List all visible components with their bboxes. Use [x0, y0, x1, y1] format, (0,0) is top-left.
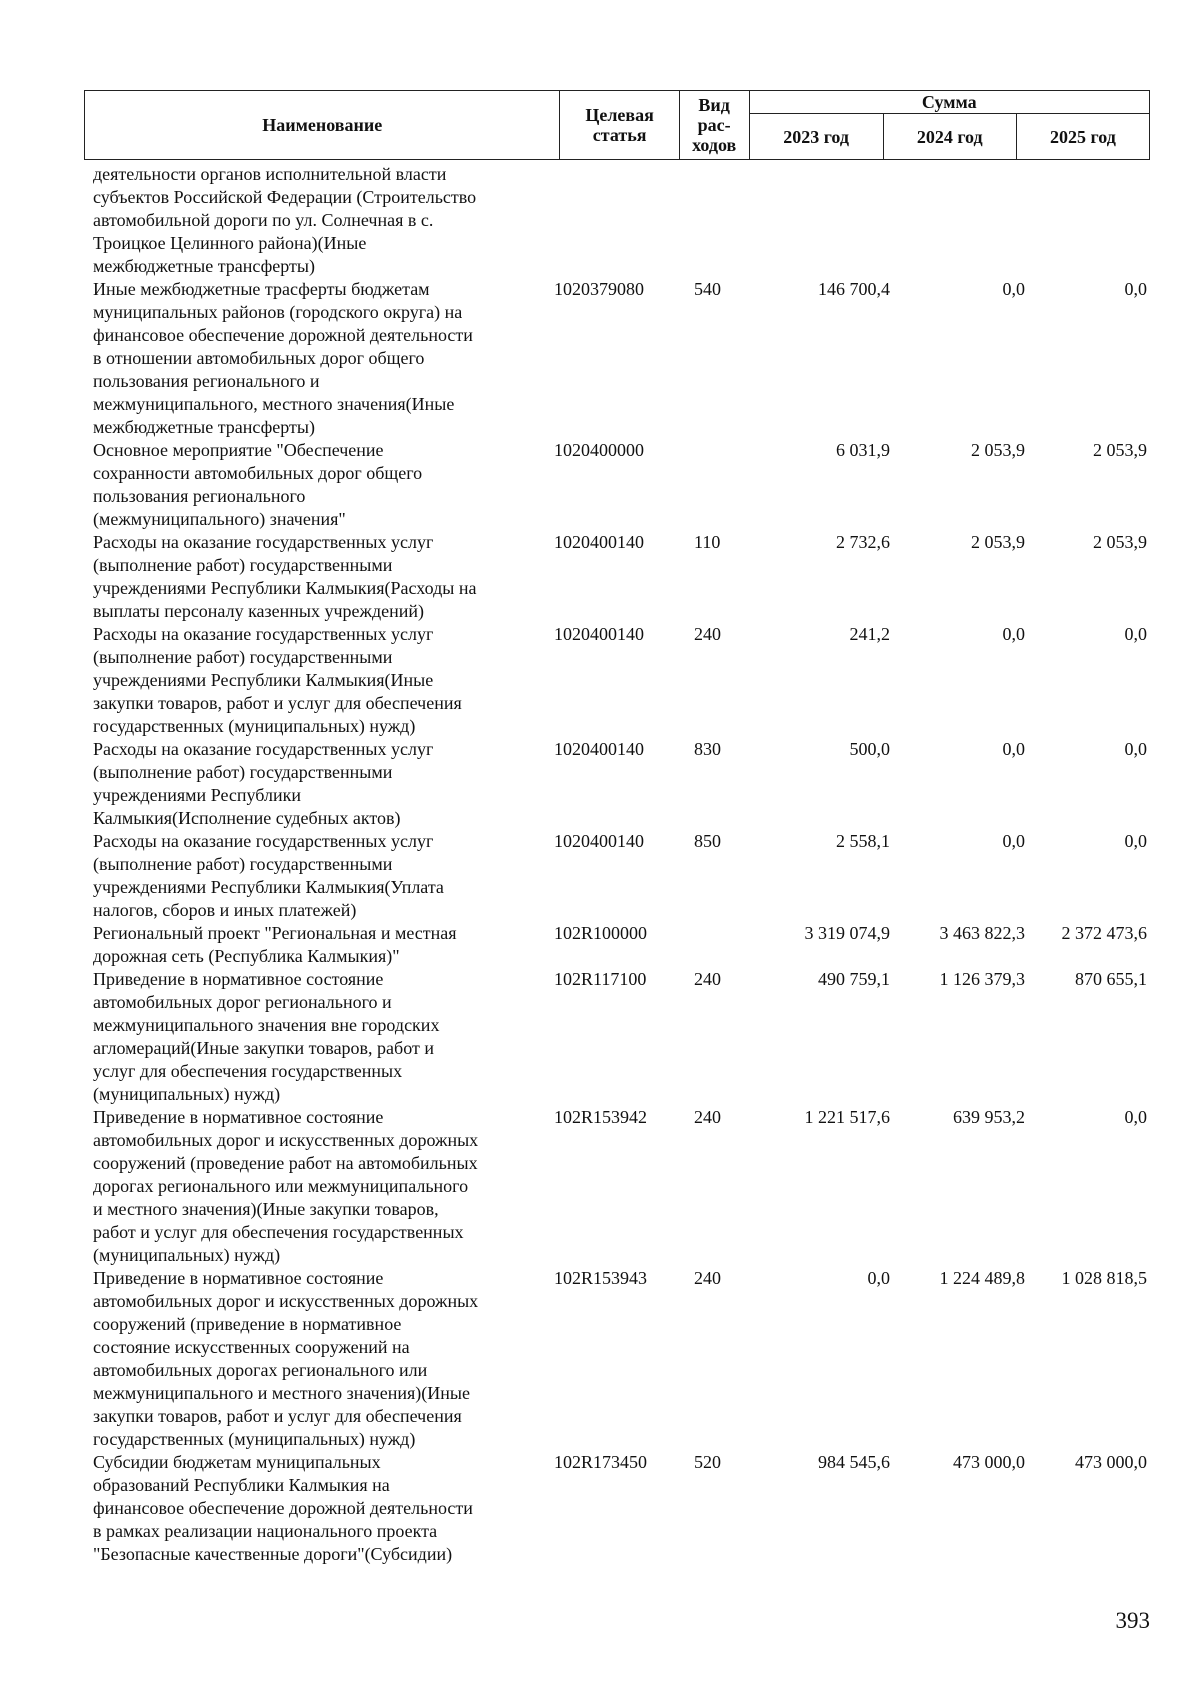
row-2023: 2 732,6	[836, 532, 890, 552]
row-name: Основное мероприятие "Обеспечение сохранности автомобильных дорог общего пользования регионального (межмуниципального) значения"	[93, 440, 423, 529]
row-vr: 240	[694, 969, 721, 989]
row-2025: 2 053,9	[1093, 440, 1147, 460]
row-2025: 2 372 473,6	[1061, 923, 1147, 943]
row-vr: 540	[694, 279, 721, 299]
row-vr: 830	[694, 739, 721, 759]
row-2023: 490 759,1	[818, 969, 890, 989]
header-name: Наименование	[85, 91, 560, 160]
row-code: 1020400140	[554, 624, 644, 644]
table-row	[84, 738, 1150, 830]
row-name: Расходы на оказание государственных услуг (выполнение работ) государственными учреждениями Республики Калмыкия(Уплата налогов, сборов и иных платежей)	[93, 831, 444, 920]
row-name: Приведение в нормативное состояние автомобильных дорог регионального и межмуниципального значения вне городских агломераций(Иные закупки товаров, работ и услуг для обеспечения государственных (муниципальных) нужд)	[93, 969, 440, 1104]
row-code: 1020400140	[554, 739, 644, 759]
row-name: Региональный проект "Региональная и местная дорожная сеть (Республика Калмыкия)"	[93, 923, 457, 966]
row-code: 102R153943	[554, 1268, 648, 1288]
row-2025: 870 655,1	[1075, 969, 1147, 989]
row-name: деятельности органов исполнительной власти субъектов Российской Федерации (Строительство автомобильной дороги по ул. Солнечная в с. Троицкое Целинного района)(Иные межбюджетные трансферты)	[93, 164, 477, 276]
table-body	[84, 163, 1150, 1566]
row-name: Приведение в нормативное состояние автомобильных дорог и искусственных дорожных сооружений (проведение работ на автомобильных дорогах регионального или межмуниципального и местного значения)(Иные закупки товаров, работ и услуг для обеспечения государственных (муниципальных) нужд)	[93, 1107, 479, 1265]
table-row	[84, 922, 1150, 968]
table-row	[84, 830, 1150, 922]
row-2024: 2 053,9	[971, 532, 1025, 552]
row-2024: 0,0	[1002, 624, 1025, 644]
table-row	[84, 968, 1150, 1106]
row-2024: 473 000,0	[953, 1452, 1025, 1472]
row-vr: 240	[694, 1107, 721, 1127]
header-year-2024: 2024 год	[883, 114, 1016, 160]
row-2023: 2 558,1	[836, 831, 890, 851]
header-code: Целевая статья	[560, 91, 679, 160]
table-row	[84, 623, 1150, 738]
row-code: 102R100000	[554, 923, 648, 943]
row-2023: 0,0	[867, 1268, 890, 1288]
table-row	[84, 1267, 1150, 1451]
table-row	[84, 1451, 1150, 1566]
row-2023: 3 319 074,9	[804, 923, 890, 943]
row-2024: 1 126 379,3	[939, 969, 1025, 989]
row-vr: 110	[694, 532, 721, 552]
row-2025: 1 028 818,5	[1061, 1268, 1147, 1288]
row-2025: 0,0	[1124, 831, 1147, 851]
row-vr: 520	[694, 1452, 721, 1472]
row-2024: 3 463 822,3	[939, 923, 1025, 943]
row-2025: 0,0	[1124, 624, 1147, 644]
table-row	[84, 163, 1150, 278]
row-name: Расходы на оказание государственных услуг (выполнение работ) государственными учреждениями Республики Калмыкия(Исполнение судебных актов)	[93, 739, 434, 828]
row-2025: 0,0	[1124, 279, 1147, 299]
row-2025: 0,0	[1124, 739, 1147, 759]
table-row	[84, 1106, 1150, 1267]
row-2024: 0,0	[1002, 279, 1025, 299]
row-name: Расходы на оказание государственных услуг (выполнение работ) государственными учреждениями Республики Калмыкия(Иные закупки товаров, работ и услуг для обеспечения государственных (муниципальных) нужд)	[93, 624, 462, 736]
row-2023: 241,2	[849, 624, 890, 644]
table-row	[84, 278, 1150, 439]
row-2024: 0,0	[1002, 739, 1025, 759]
row-vr: 240	[694, 1268, 721, 1288]
row-vr: 240	[694, 624, 721, 644]
table-row	[84, 531, 1150, 623]
row-name: Приведение в нормативное состояние автомобильных дорог и искусственных дорожных сооружений (приведение в нормативное состояние искусственных сооружений на автомобильных дорогах регионального или межмуниципального и местного значения)(Иные закупки товаров, работ и услуг для обеспечения государственных (муниципальных) нужд)	[93, 1268, 479, 1449]
header-sum: Сумма	[749, 91, 1149, 114]
row-2025: 0,0	[1124, 1107, 1147, 1127]
header-year-2023: 2023 год	[749, 114, 883, 160]
table-row	[84, 439, 1150, 531]
row-2024: 0,0	[1002, 831, 1025, 851]
row-name: Субсидии бюджетам муниципальных образований Республики Калмыкия на финансовое обеспечение дорожной деятельности в рамках реализации национального проекта "Безопасные качественные дороги"(Субсидии)	[93, 1452, 473, 1564]
row-2023: 984 545,6	[818, 1452, 890, 1472]
row-name: Расходы на оказание государственных услуг (выполнение работ) государственными учреждениями Республики Калмыкия(Расходы на выплаты персоналу казенных учреждений)	[93, 532, 477, 621]
page-number: 393	[1115, 1608, 1150, 1633]
table-header	[84, 90, 1150, 160]
row-name: Иные межбюджетные трасферты бюджетам муниципальных районов (городского округа) на финансовое обеспечение дорожной деятельности в отношении автомобильных дорог общего пользования регионального и межмуниципального, местного значения(Иные межбюджетные трансферты)	[93, 279, 473, 437]
row-code: 1020400140	[554, 532, 644, 552]
header-vr: Вид рас-ходов	[679, 91, 749, 160]
row-2024: 1 224 489,8	[939, 1268, 1025, 1288]
row-vr: 850	[694, 831, 721, 851]
row-2024: 2 053,9	[971, 440, 1025, 460]
row-code: 1020400000	[554, 440, 644, 460]
row-2025: 2 053,9	[1093, 532, 1147, 552]
row-code: 102R173450	[554, 1452, 648, 1472]
row-code: 102R153942	[554, 1107, 648, 1127]
row-2023: 6 031,9	[836, 440, 890, 460]
header-year-2025: 2025 год	[1016, 114, 1149, 160]
row-2023: 500,0	[849, 739, 890, 759]
row-2023: 1 221 517,6	[804, 1107, 890, 1127]
row-2023: 146 700,4	[818, 279, 890, 299]
row-code: 1020400140	[554, 831, 644, 851]
row-2025: 473 000,0	[1075, 1452, 1147, 1472]
row-2024: 639 953,2	[953, 1107, 1025, 1127]
row-code: 1020379080	[554, 279, 644, 299]
row-code: 102R117100	[554, 969, 647, 989]
